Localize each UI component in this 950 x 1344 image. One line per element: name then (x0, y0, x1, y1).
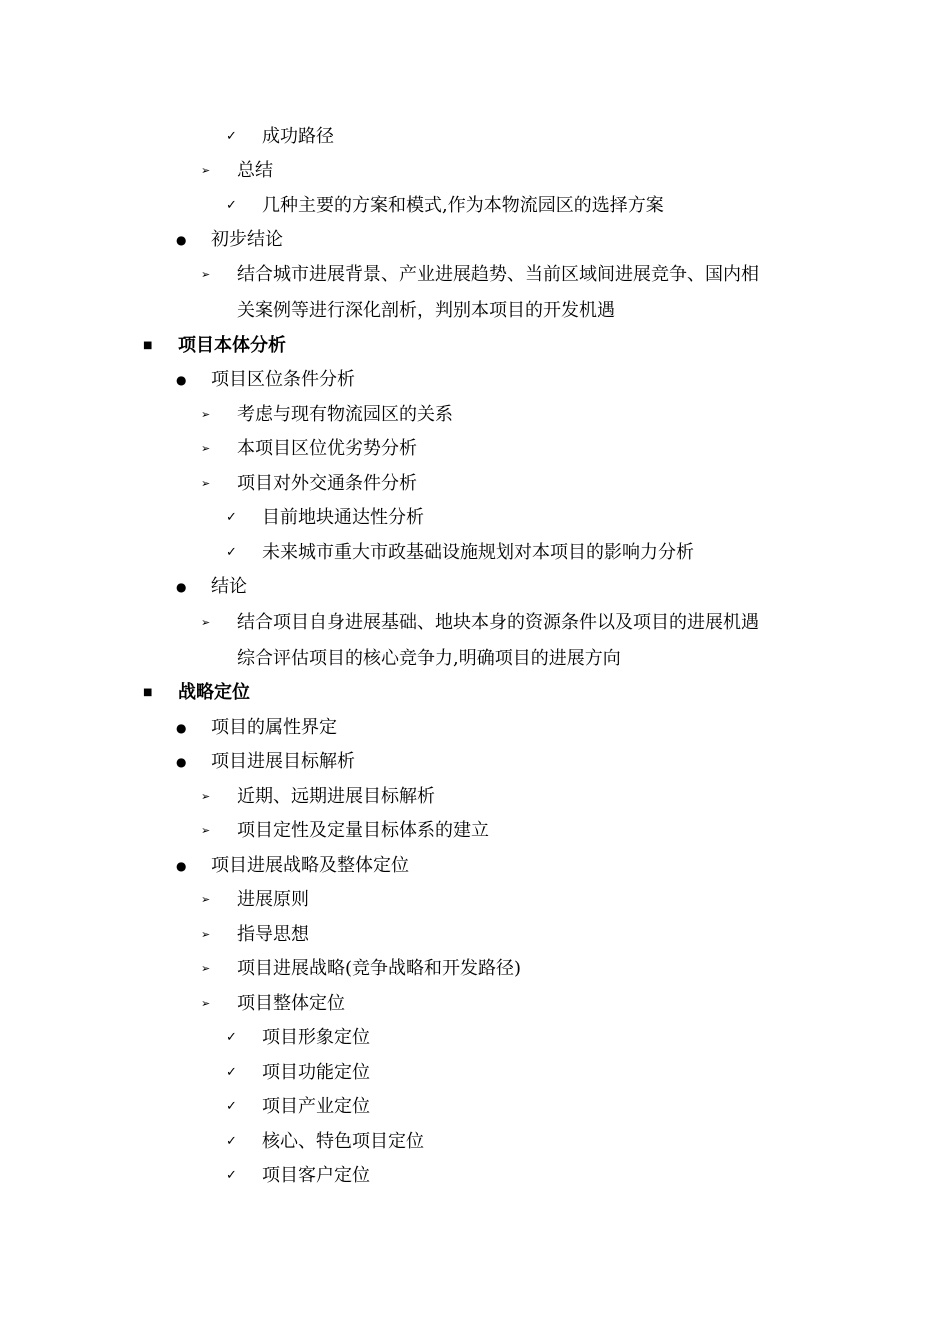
check-bullet-icon: ✓ (226, 1030, 237, 1045)
section-heading-text: 战略定位 (178, 682, 250, 703)
list-item-text: 项目对外交通条件分析 (237, 473, 417, 494)
arrow-bullet-icon: ➢ (201, 997, 211, 1010)
list-item-text: 核心、特色项目定位 (262, 1131, 424, 1152)
arrow-bullet-icon: ➢ (201, 790, 211, 803)
check-bullet-icon: ✓ (226, 1099, 237, 1114)
check-bullet-icon: ✓ (226, 1168, 237, 1183)
list-item-text: 几种主要的方案和模式,作为本物流园区的选择方案 (262, 195, 664, 216)
arrow-bullet-icon: ➢ (201, 928, 211, 941)
check-bullet-icon: ✓ (226, 510, 237, 525)
list-item-text: 项目功能定位 (262, 1062, 370, 1083)
list-item-text: 结合城市进展背景、产业进展趋势、当前区域间进展竞争、国内相 (237, 264, 759, 285)
check-bullet-icon: ✓ (226, 198, 237, 213)
list-item-text: 目前地块通达性分析 (262, 507, 424, 528)
list-item-text: 项目定性及定量目标体系的建立 (237, 820, 489, 841)
dot-bullet-icon: ● (176, 721, 187, 735)
arrow-bullet-icon: ➢ (201, 477, 211, 490)
arrow-bullet-icon: ➢ (201, 824, 211, 837)
square-bullet-icon: ■ (143, 340, 153, 351)
dot-bullet-icon: ● (176, 859, 187, 873)
arrow-bullet-icon: ➢ (201, 893, 211, 906)
list-item-text: 初步结论 (211, 229, 283, 250)
list-item-text: 近期、远期进展目标解析 (237, 786, 435, 807)
arrow-bullet-icon: ➢ (201, 408, 211, 421)
check-bullet-icon: ✓ (226, 1065, 237, 1080)
list-item-text: 综合评估项目的核心竞争力,明确项目的进展方向 (237, 648, 621, 669)
arrow-bullet-icon: ➢ (201, 616, 211, 629)
list-item-text: 结论 (211, 576, 247, 597)
dot-bullet-icon: ● (176, 233, 187, 247)
list-item-text: 项目的属性界定 (211, 717, 337, 738)
list-item-text: 项目区位条件分析 (211, 369, 355, 390)
list-item-text: 项目产业定位 (262, 1096, 370, 1117)
list-item-text: 指导思想 (237, 924, 309, 945)
list-item-text: 总结 (237, 160, 273, 181)
list-item-text: 本项目区位优劣势分析 (237, 438, 417, 459)
square-bullet-icon: ■ (143, 687, 153, 698)
list-item-text: 进展原则 (237, 889, 309, 910)
list-item-text: 项目客户定位 (262, 1165, 370, 1186)
check-bullet-icon: ✓ (226, 129, 237, 144)
check-bullet-icon: ✓ (226, 1134, 237, 1149)
arrow-bullet-icon: ➢ (201, 268, 211, 281)
list-item-text: 项目整体定位 (237, 993, 345, 1014)
section-heading-text: 项目本体分析 (178, 335, 286, 356)
dot-bullet-icon: ● (176, 580, 187, 594)
list-item-text: 未来城市重大市政基础设施规划对本项目的影响力分析 (262, 542, 694, 563)
dot-bullet-icon: ● (176, 373, 187, 387)
list-item-text: 成功路径 (262, 126, 334, 147)
arrow-bullet-icon: ➢ (201, 962, 211, 975)
list-item-text: 项目进展战略及整体定位 (211, 855, 409, 876)
list-item-text: 结合项目自身进展基础、地块本身的资源条件以及项目的进展机遇 (237, 612, 759, 633)
check-bullet-icon: ✓ (226, 545, 237, 560)
list-item-text: 考虑与现有物流园区的关系 (237, 404, 453, 425)
arrow-bullet-icon: ➢ (201, 164, 211, 177)
list-item-text: 项目进展目标解析 (211, 751, 355, 772)
list-item-text: 项目形象定位 (262, 1027, 370, 1048)
dot-bullet-icon: ● (176, 755, 187, 769)
arrow-bullet-icon: ➢ (201, 442, 211, 455)
list-item-text: 关案例等进行深化剖析，判别本项目的开发机遇 (237, 300, 615, 321)
list-item-text: 项目进展战略(竞争战略和开发路径) (237, 958, 522, 979)
